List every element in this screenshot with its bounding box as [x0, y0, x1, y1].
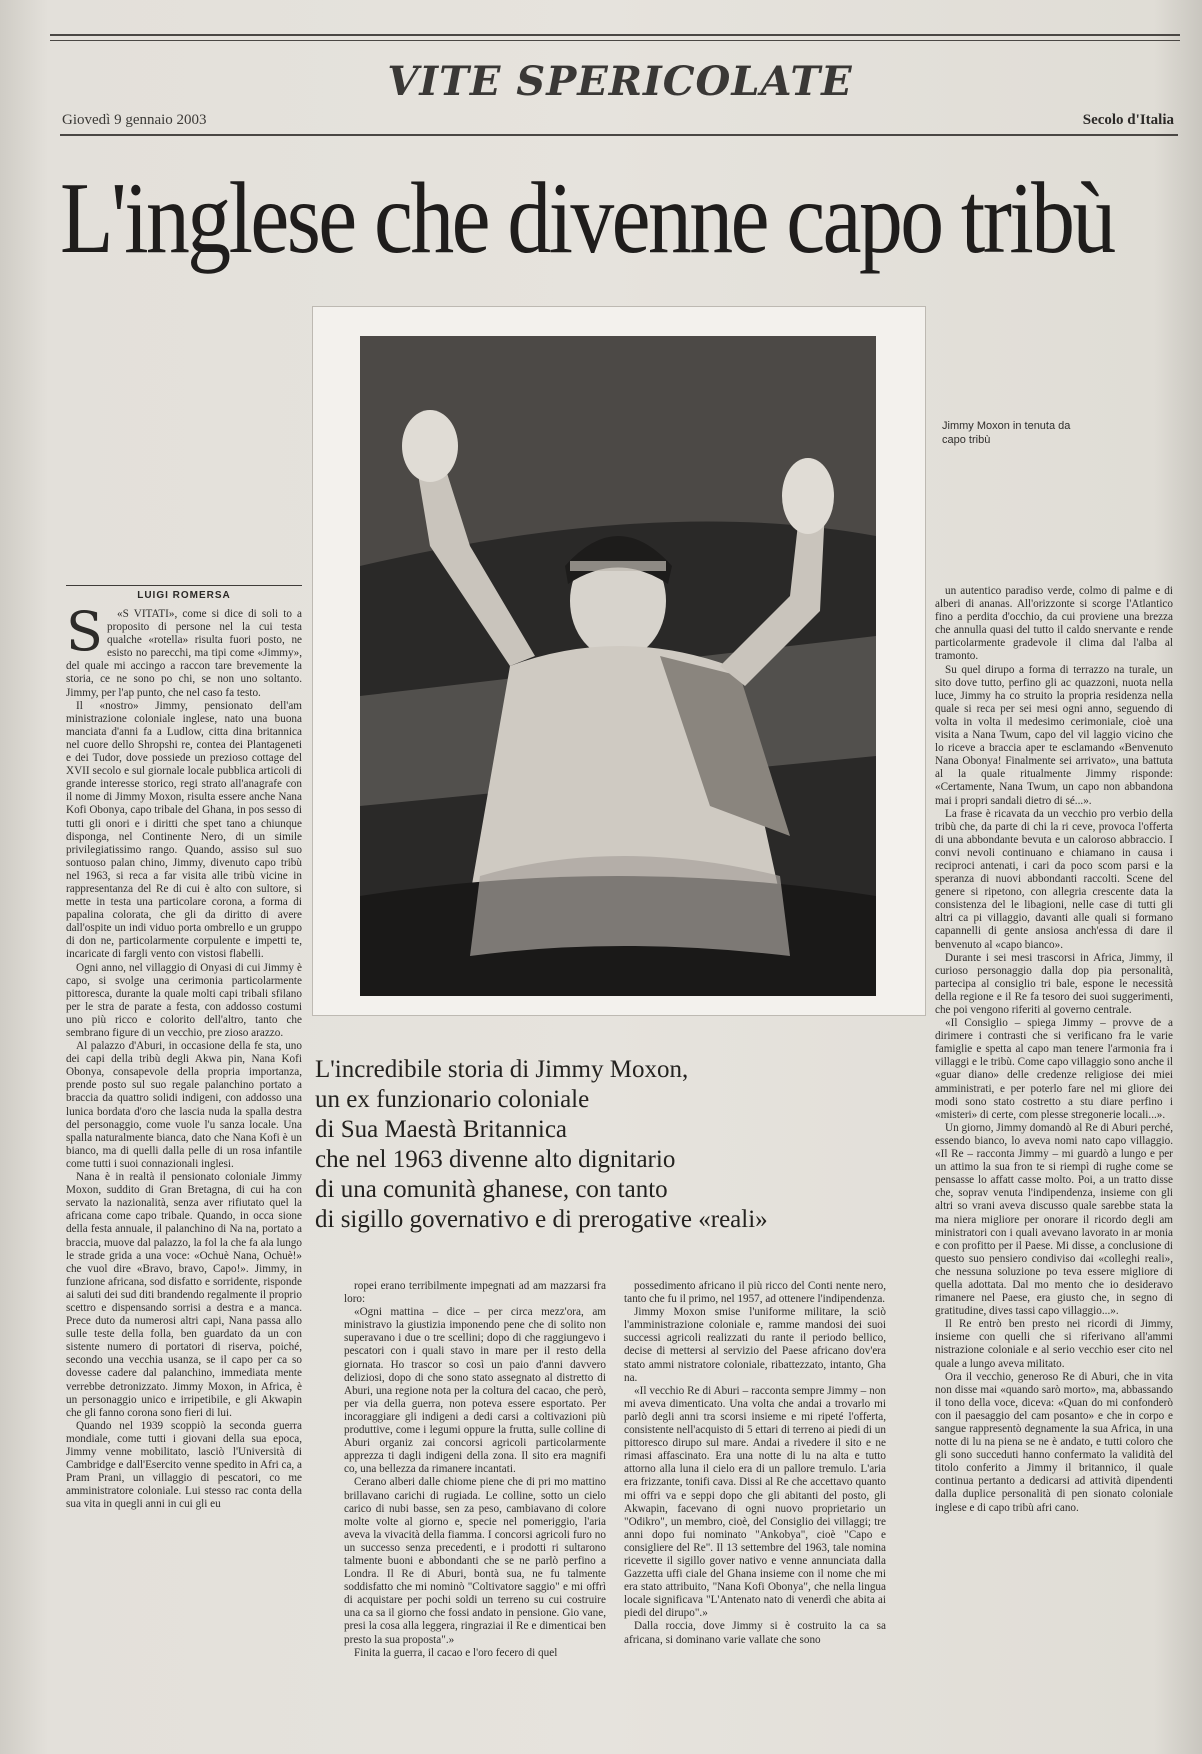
paragraph: «Il vecchio Re di Aburi – racconta sempre Jimmy – non mi aveva dimenticato. Una volta che andai a trovarlo mi parlò degli anni tra scorsi insieme e mi ripeté l'offerta, consistente nell'acquisto di 5 ettari di terreno ai piedi di un pittoresco dirupo sul mare. Andai a rivedere il sito e ne rimasi affascinato. Era una notte di lu na alta e tutto attorno alla luna il cielo era di un pallore tremulo. L'aria era frizzante, tonifi cava. Dissi al Re che accettavo quanto mi offri va e seppi dopo che gli abitanti del posto, gli Akwapin, facevano di ogni nuovo proprietario un "Odikro", un membro, cioè, del Consiglio dei villaggi; tre anni dopo fui nominato "Ankobya", cioè "Capo e consigliere del Re". Il 13 settembre del 1963, tale nomina ricevette il sigillo gover nativo e venne annunciata dalla Gazzetta uffi ciale del Ghana insieme con il nome che mi era stato attribuito, "Nana Kofi Obonya", che nella lingua locale significava "L'Antenato nato di venerdì che abita ai piedi del dirupo".»: [624, 1384, 886, 1620]
column-4: [935, 585, 1173, 1740]
paragraph: La frase è ricavata da un vecchio pro verbio della tribù che, da parte di chi la ri ceve, provoca l'offerta di una abbondante bevuta e un caloroso abbraccio. I convi nevoli continuano e chiamano in causa i reciproci antenati, i cari da poco scom parsi e la speranza di nuovi abbondanti raccolti. Scene del genere si ripetono, con allegria crescente data la consistenza del le libagioni, nelle case di tutti gli altri ca pi villaggio, davanti alle quali si formano capannelli di gente ansiosa anch'essa di dare il benvenuto al «capo bianco».: [935, 807, 1173, 951]
paragraph: Un giorno, Jimmy domandò al Re di Aburi perché, essendo bianco, lo aveva nomi nato capo villaggio. «Il Re – racconta Jimmy – mi guardò a lungo e per un attimo la sua fron te si riempì di rughe come se pensasse lo affatt casse molto. Poi, a un tratto disse che, soprav venuta l'indipendenza, insieme con gli altri so vrani aveva discusso quale sarebbe stata la ma niera migliore per onorare il ricordo degli am ministratori con i quali avevano lavorato in ar monia e con profitto per il Paese. Mi disse, a conclusione di questo suo pensiero condiviso dai «colleghi reali», che nessuna soluzione po teva essere migliore di quella adottata. Dal mo mento che io desideravo rimanere nel Paese, era giusto che, in segno di gratitudine, dives tassi capo villaggio...».: [935, 1121, 1173, 1318]
paragraph: Finita la guerra, il cacao e l'oro fecero di quel: [354, 1646, 558, 1659]
paragraph: Ora il vecchio, generoso Re di Aburi, che in vita non disse mai «quando sarò morto», ma, abbassando il tono della voce, diceva: «Quan do mi confonderò con il paesaggio del cam posanto» e che in corpo e sangue rappresentò degnamente la sua Africa, in una notte di lu na piena se ne è andato, e tutti coloro che gli sono succeduti hanno confermato la validità del titolo conferito a Jimmy il britannico, il quale continua pertanto a dedicarsi ad attività dipendenti dalla duplice personalità di pen sionato coloniale inglese e di capo tribù afri cano.: [935, 1370, 1173, 1514]
section-title: VITE SPERICOLATE: [387, 57, 853, 105]
paragraph: Nana è in realtà il pensionato coloniale Jimmy Moxon, suddito di Gran Bretagna, di cui ha con servato la nazionalità, senza aver rifiutato quel la africana come capo tribale. Quando, in occa sione della festa annuale, il palanchino di Na na, portato a braccia, muove dal palazzo, la fol la che fa ala lungo le strade grida a una voce: «Ochuè Nana, Ochuè!» che vuol dire «Bravo, bravo, Capo!». Jimmy, in funzione africana, sod disfatto e sorridente, risponde ai saluti dei sud diti brandendo regalmente il proprio scettro e dispensando sorrisi a destra e a manca. Prece duto da numerosi altri capi, Nana passa allo sulle teste della folla, ben guardato da un con sistente numero di portatori di riserva, poiché, secondo una vecchia usanza, se il capo per ca so dovesse cadere dal palanchino, immediata mente verrebbe detronizzato. Jimmy Moxon, in Africa, è un personaggio unico e irripetibile, e gli Akwapin che gli fanno corona sono fieri di lui.: [66, 1171, 302, 1419]
issue-date: Giovedì 9 gennaio 2003: [62, 112, 207, 128]
paragraph: Il Re entrò ben presto nei ricordi di Jimmy, insieme con quelli che si riferivano all'ammi nistrazione coloniale e al serio vecchio eser cito nel quale a lungo aveva militato.: [935, 1318, 1173, 1370]
paragraph: Al palazzo d'Aburi, in occasione della fe sta, uno dei capi della tribù degli Akwa pin, Nana Kofi Obonya, consapevole della propria importanza, prende posto sul suo regale palanchino portato a braccia da quattro solidi indigeni, con addosso una lunica bordata d'oro che lascia nuda la spalla destra del personaggio, come vuole l'u sanza locale. Una spalla naturalmente bianca, dato che Nana Kofi è un bianco, ma di quelli dalla pelle di un rosa infantile come tutti i suoi connazionali inglesi.: [66, 1040, 302, 1170]
paragraph: «Ogni mattina – dice – per circa mezz'ora, am ministravo la giustizia imponendo pene che di solito non superavano i due o tre scellini; dopo di che raggiungevo i pescatori con i quali stavo in mare per il resto della giornata. Ho trascor so così un paio d'anni davvero deliziosi, dopo di che sono stato assegnato al distretto di Aburi, una regione nota per la coltura del cacao, che però, per via della guerra, non poteva essere esportato. Per incoraggiare gli indigeni a dedi carsi a coltivazioni più produttive, come i legumi oppure la frutta, sulle colline di Aburi organiz zai concorsi agricoli particolarmente apprezza ti dagli indigeni della zona. Il sito era magnifi co, una bellezza da rimanere incantati.: [344, 1306, 606, 1476]
column-3: [624, 1280, 886, 1740]
deck-line: di una comunità ghanese, con tanto: [315, 1176, 668, 1203]
paragraph: Ogni anno, nel villaggio di Onyasi di cui Jimmy è capo, si svolge una cerimonia particolarmente pittoresca, durante la quale molti capi tribali sfilano per le stra de parate a festa, con addosso costumi uno più ricco e colorito dell'altro, tanto che sembrano figure di un vecchio, pre zioso arazzo.: [66, 961, 302, 1039]
deck-line: un ex funzionario coloniale: [315, 1086, 590, 1113]
paragraph: «Il Consiglio – spiega Jimmy – provve de a dirimere i contrasti che si verificano fra le varie famiglie e spetta al capo man tenere l'armonia fra i villaggi e le tribù. Come capo villaggio sono anche il «guar diano» delle credenze religiose dei miei amministrati, e per poterlo fare nel mi gliore dei modi sono stato costretto a stu diare perfino i «misteri» di certe, com plesse stregonerie locali...».: [935, 1017, 1173, 1121]
paragraph: Il «nostro» Jimmy, pensionato dell'am ministrazione coloniale inglese, nato una buona manciata d'anni fa a Ludlow, citta dina britannica nel cuore dello Shropshi re, contea dei Plantageneti e dei Tudor, dove possiede un prezioso cottage del XVII secolo e sul giornale locale pubblica articoli di grande interesse storico, regi strato all'anagrafe con il nome di Jimmy Moxon, risulta essere anche Nana Kofi Obonya, capo tribale del Ghana, in pos sesso di tutti gli onori e i diritti che spet tano a chiunque disponga, nel Continente Nero, di un simile privilegiatissimo rango. Quando, assiso sul suo sontuoso palan chino, Jimmy, divenuto capo tribù nel 1963, si reca a far visita alle tribù vicine in rappresentanza del Re di cui è alto con sultore, si mette in testa una particolare corona, a forma di papalina colorata, che gli da diritto di avere dall'ospite un indi viduo porta ombrello e un gruppo di don ne, particolarmente corpulente e impetti te, incaricate di fargli vento con vistosi flabelli.: [66, 699, 302, 961]
paragraph: Su quel dirupo a forma di terrazzo na turale, un sito dove tutto, perfino gli ac quazzoni, nuota nella luce, Jimmy ha co struito la propria residenza nella quale si reca per sei mesi ogni anno, seguendo di volta in volta il medesimo cerimoniale, cioè una visita a Nana Twum, capo del vil laggio vicino che lo riceve a braccia aper te esclamando «Benvenuto Nana Obonya! Finalmente sei arrivato», una battuta al la quale ritualmente Jimmy risponde: «Certamente, Nana Twum, un capo non abbandona mai i propri sandali dietro di sé...».: [935, 663, 1173, 807]
paragraph: ropei erano terribilmente impegnati ad am mazzarsi fra loro:: [344, 1280, 606, 1306]
article-deck: [315, 1055, 875, 1235]
column-2: [344, 1280, 606, 1740]
photo-caption: Jimmy Moxon in tenuta da capo tribù: [942, 420, 1071, 446]
paragraph: «S VITATI», come si dice di soli to a proposito di persone nel la cui testa qualche «rotella» risulta fuori posto, ne esisto no parecchi, ma tipi come «Jimmy», del quale mi accingo a raccon tare brevemente la storia, ce ne sono po chi, se non uno soltanto. Jimmy, per l'ap punto, che nel caso fa testo.: [66, 608, 302, 699]
paragraph: possedimento africano il più ricco del Conti nente nero, tanto che fu il primo, nel 1957, ad ottenere l'indipendenza.: [624, 1280, 886, 1306]
byline-rule: [66, 585, 302, 586]
paragraph: Dalla roccia, dove Jimmy si è costruito la ca sa africana, si dominano varie vallate che sono: [624, 1620, 886, 1646]
drop-cap: S: [66, 608, 103, 663]
deck-line: di Sua Maestà Britannica: [315, 1116, 568, 1143]
newspaper-name: Secolo d'Italia: [1082, 112, 1174, 128]
top-rule-thin: [50, 40, 1180, 41]
header-rule: [60, 134, 1178, 136]
headline: L'inglese che divenne capo tribù: [60, 162, 1114, 275]
deck-line: L'incredibile storia di Jimmy Moxon,: [315, 1056, 689, 1083]
paragraph: un autentico paradiso verde, colmo di palme e di alberi di ananas. All'orizzonte si scorge l'Atlantico fino a perdita d'occhio, da cui proviene una brezza che annulla quasi del tutto il caldo snervante e rende particolarmente gradevole il clima dal l'alba al tramonto.: [935, 585, 1173, 663]
photo-illustration: [360, 336, 876, 996]
deck-line: di sigillo governativo e di prerogative «reali»: [315, 1206, 768, 1233]
paragraph: Quando nel 1939 scoppiò la seconda guerra mondiale, come tutti i giovani della sua epoca, Jimmy venne mobilitato, lasciò l'Università di Cambridge e dall'Esercito venne spedito in Afri ca, a Pram Prani, un villaggio di pescatori, co me amministratore coloniale. Lui stesso rac conta della sua vita in quegli anni in cui gli eu: [66, 1419, 302, 1511]
paragraph: Cerano alberi dalle chiome piene che di pri mo mattino brillavano carichi di rugiada. Le colline, sotto un cielo carico di nubi basse, sen za peso, cambiavano di colore molte volte al giorno e, specie nel pomeriggio, l'aria aveva la vivacità della fiamma. I concorsi agricoli furo no un successo senza precedenti, e i prodotti ri sultarono talmente buoni e abbondanti che se ne parlò perfino a Londra. Il Re di Aburi, bontà sua, ne fu talmente soddisfatto che mi nominò "Coltivatore saggio" e mi offrì di acquistare per pochi soldi un terreno su cui costruire una ca sa il giorno che fossi andato in pensione. Gio vane, presi la cosa alla leggera, ringraziai il Re e dimenticai ben presto la sua proposta".»: [344, 1476, 606, 1646]
top-rule: [50, 34, 1180, 36]
column-1: [66, 608, 302, 1740]
article-photo: [360, 336, 876, 996]
paragraph: Durante i sei mesi trascorsi in Africa, Jimmy, il curioso personaggio dalla dop pia personalità, partecipa al consiglio tri bale, espone le necessità della regione e il Re fa tesoro dei suoi suggerimenti, che poi vengono riferiti al governo centrale.: [935, 951, 1173, 1016]
paragraph: Jimmy Moxon smise l'uniforme militare, la sciò l'amministrazione coloniale e, ramme mandosi dei suoi successi agricoli realizzati du rante il periodo bellico, decise di mettersi al servizio del Paese africano dov'era stato ammi nistratore coloniale, ribattezzato, intanto, Gha na.: [624, 1306, 886, 1384]
deck-line: che nel 1963 divenne alto dignitario: [315, 1146, 676, 1173]
section-header: [380, 46, 860, 116]
byline: LUIGI ROMERSA: [137, 590, 231, 601]
